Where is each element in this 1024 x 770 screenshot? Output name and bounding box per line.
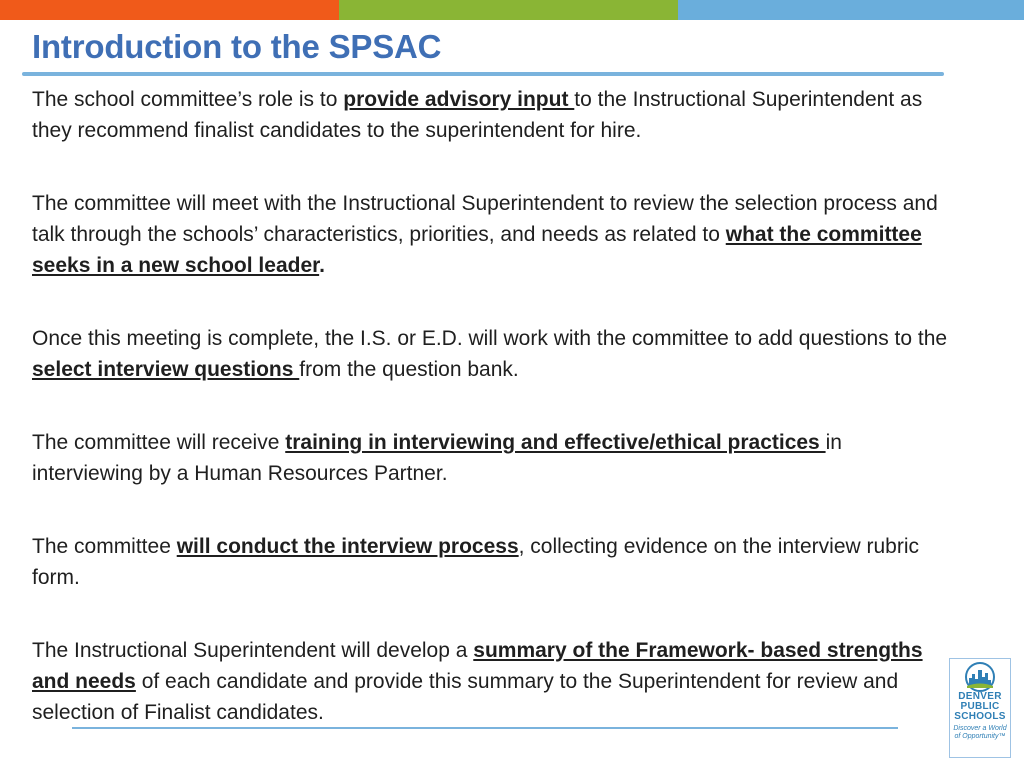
title-underline-rule [22,72,944,76]
top-bar-orange [0,0,339,20]
logo-word-public: PUBLIC [960,701,1000,712]
para-text: . [319,254,325,277]
para-text: in interviewing by a Human Resources Partner. [32,431,842,485]
paragraph-summary [32,635,952,728]
slide-title: Introduction to the SPSAC [32,28,442,65]
top-color-bar [0,0,1024,20]
para-text: The committee will meet with the Instructional Superintendent to review the selection process and talk through the schools’ characteristics, priorities, and needs as related to [32,192,938,246]
dps-logo [949,658,1011,758]
paragraph-training [32,427,952,489]
para-emphasis: will conduct the interview process [176,535,519,558]
para-emphasis: summary of the Framework- based strengths and needs [32,639,923,693]
para-emphasis: what the committee seeks in a new school leader [32,223,922,277]
para-emphasis: provide advisory input [343,88,575,111]
top-bar-blue [678,0,1024,20]
paragraph-role [32,84,952,146]
para-emphasis: select interview questions [32,358,300,381]
slide-body [32,84,952,770]
para-text: to the Instructional Superintendent as they recommend finalist candidates to the superintendent for hire. [32,88,923,142]
para-text: , collecting evidence on the interview rubric form. [32,535,920,589]
denver-skyline-icon [963,662,997,692]
paragraph-interview [32,531,952,593]
para-text: The Instructional Superintendent will develop a [32,639,474,662]
paragraph-meeting [32,188,952,281]
top-bar-green [339,0,678,20]
bottom-rule [72,727,898,729]
logo-tagline [950,725,1010,741]
para-emphasis: training in interviewing and effective/ethical practices [285,431,826,454]
para-text: from the question bank. [299,358,519,381]
logo-word-schools: SCHOOLS [954,711,1006,722]
para-text: The committee will receive [32,431,286,454]
para-text: The committee [32,535,177,558]
logo-tagline-line2: of Opportunity™ [954,733,1006,740]
paragraph-questions [32,323,952,385]
logo-word-denver: DENVER [958,691,1002,702]
para-text: of each candidate and provide this summary to the Superintendent for review and selection of Finalist candidates. [32,670,899,724]
para-text: The school committee’s role is to [32,88,344,111]
para-text: Once this meeting is complete, the I.S. or E.D. will work with the committee to add questions to the [32,327,948,350]
logo-tagline-line1: Discover a World [953,725,1007,732]
